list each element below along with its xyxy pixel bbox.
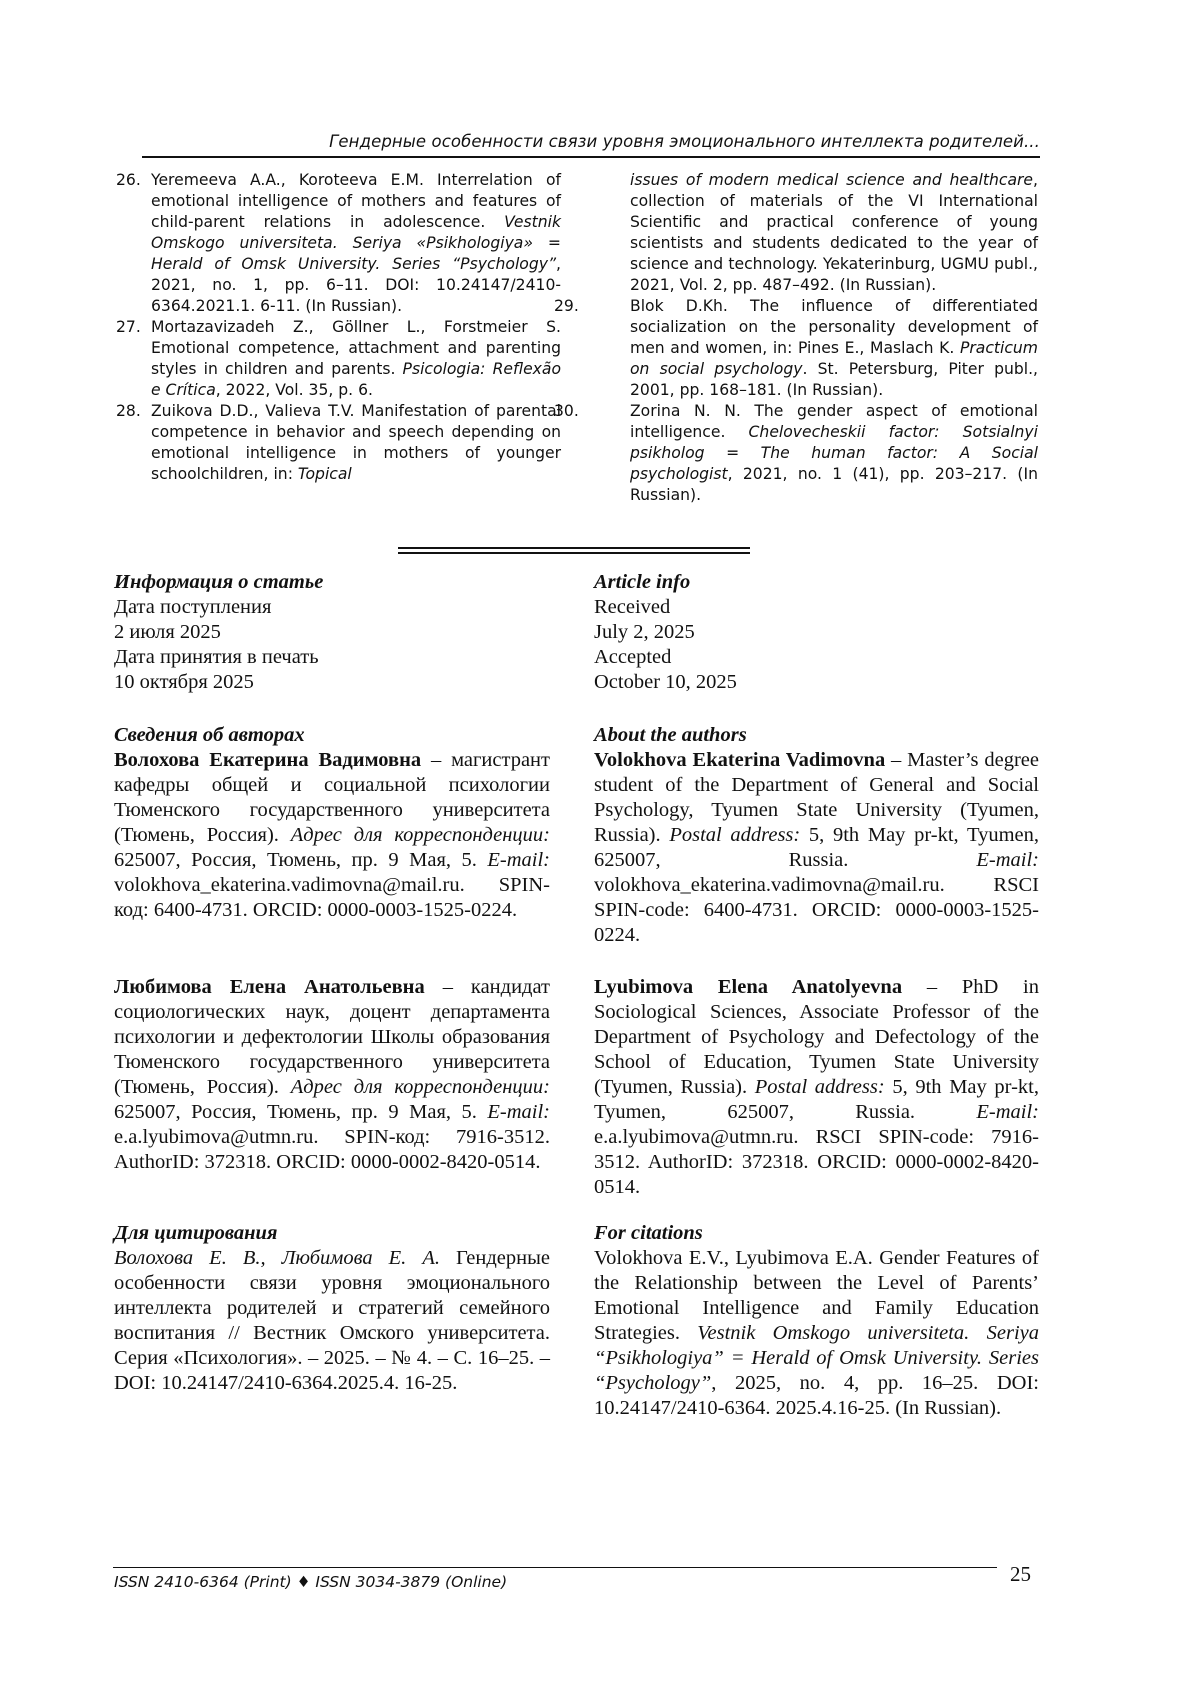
citation-body: Volokhova E.V., Lyubimova E.A. Gender Features of the Relationship between the Level of Parents’ Emotional Intelligence and Family Education Strategies. [594, 1247, 1039, 1344]
reference-number: 26. [116, 171, 141, 189]
references-left-column [116, 170, 561, 485]
author-name: Volokhova Ekaterina Vadimovna [594, 749, 886, 771]
reference-26 [116, 170, 561, 317]
reference-text: Yeremeeva A.A., Koroteeva E.M. Interrelation of emotional intelligence of mothers and features of child-parent relations in adolescence. [151, 171, 561, 231]
postal-address: 625007, Россия, Тюмень, пр. 9 Мая, 5. [114, 1101, 488, 1123]
received-date: 2 июля 2025 [114, 621, 221, 643]
reference-details: , collection of materials of the VI International Scientific and practical conference of young scientists and students dedicated to the year of science and technology. Yekaterinburg, UGMU publ., 2021, Vol. 2, pp. 487–492. (In Russian). [630, 171, 1038, 294]
accepted-label: Accepted [594, 646, 672, 668]
author-bio: – магистрант кафедры общей и социальной психологии Тюменского государственного университета (Тюмень, Россия). [114, 749, 550, 846]
section-separator-top [398, 547, 750, 549]
article-info-en [594, 570, 1039, 1470]
citation-title: Для цитирования [114, 1222, 278, 1244]
author-contacts: e.a.lyubimova@utmn.ru. RSCI SPIN-code: 7916-3512. AuthorID: 372318. ORCID: 0000-0002-8420-0514. [594, 1126, 1039, 1198]
reference-number: 30. [554, 402, 579, 420]
received-date: July 2, 2025 [594, 621, 695, 643]
citation-body: Гендерные особенности связи уровня эмоционального интеллекта родителей и стратегий семейного воспитания // Вестник Омского университета. Серия «Психология». – 2025. – № 4. – С. 16–25. – DOI: 10.24147/2410-6364.2025.4. 16-25. [114, 1247, 550, 1394]
author-bio: – Master’s degree student of the Department of General and Social Psychology, Tyumen State University (Tyumen, Russia). [594, 749, 1039, 846]
postal-address: 5, 9th May pr-kt, Tyumen, 625007, Russia. [594, 1076, 1039, 1123]
header-rule [142, 156, 1040, 158]
email-label: E-mail: [487, 1101, 550, 1123]
footer-issn: ISSN 2410-6364 (Print) ♦ ISSN 3034-3879 (Online) [114, 1573, 508, 1591]
author-bio: – PhD in Sociological Sciences, Associate Professor of the Department of Psychology and Defectology of the School of Education, Tyumen State University (Tyumen, Russia). [594, 976, 1039, 1098]
section-separator-bottom [398, 552, 750, 554]
author-contacts: volokhova_ekaterina.vadimovna@mail.ru. SPIN-код: 6400-4731. ORCID: 0000-0003-1525-0224. [114, 874, 550, 921]
author-1-ru [114, 748, 550, 923]
citation-details: , 2025, no. 4, pp. 16–25. DOI: 10.24147/2410-6364. 2025.4.16-25. (In Russian). [594, 1372, 1039, 1419]
reference-details: , 2021, no. 1 (41), pp. 203–217. (In Russian). [630, 465, 1038, 504]
received-label: Дата поступления [114, 596, 272, 618]
postal-label: Адрес для корреспонденции: [290, 824, 550, 846]
author-2-ru [114, 975, 550, 1175]
reference-28 [116, 401, 561, 485]
authors-en [594, 723, 1039, 948]
article-info-title: Article info [594, 571, 691, 593]
reference-journal: Topical [297, 465, 352, 483]
reference-number: 27. [116, 318, 141, 336]
citation-ru [114, 1221, 550, 1396]
authors-ru [114, 723, 550, 923]
reference-details: , 2022, Vol. 35, p. 6. [215, 381, 373, 399]
author-2-ru-block [114, 975, 550, 1175]
reference-details: . St. Petersburg, Piter publ., 2001, pp. 168–181. (In Russian). [630, 360, 1038, 399]
citation-en [594, 1221, 1039, 1421]
postal-address: 625007, Россия, Тюмень, пр. 9 Мая, 5. [114, 849, 488, 871]
reference-journal: Chelovecheskii factor: Sotsialnyi psikholog = The human factor: A Social psychologist [630, 423, 1038, 483]
authors-title: About the authors [594, 724, 747, 746]
article-info-ru [114, 570, 550, 1470]
author-name: Любимова Елена Анатольевна [114, 976, 425, 998]
citation-title: For citations [594, 1222, 703, 1244]
received-label: Received [594, 596, 671, 618]
reference-journal: Vestnik Omskogo universiteta. Seriya «Psikhologiya» = Herald of Omsk University. Series “Psychology” [151, 213, 561, 273]
postal-label: Адрес для корреспонденции: [290, 1076, 550, 1098]
citation-text [594, 1246, 1039, 1421]
author-contacts: e.a.lyubimova@utmn.ru. SPIN-код: 7916-3512. AuthorID: 372318. ORCID: 0000-0002-8420-0514. [114, 1126, 550, 1173]
citation-journal: Vestnik Omskogo universiteta. Seriya “Psikhologiya” = Herald of Omsk University. Series “Psychology” [594, 1322, 1039, 1394]
author-name: Lyubimova Elena Anatolyevna [594, 976, 903, 998]
reference-29 [554, 296, 1038, 401]
reference-text: Zuikova D.D., Valieva T.V. Manifestation of parental competence in behavior and speech depending on emotional intelligence in mothers of younger schoolchildren, in: [151, 402, 561, 483]
reference-journal: Psicologia: Reflexão e Crítica [151, 360, 561, 399]
article-info-title: Информация о статье [114, 571, 324, 593]
reference-text: Blok D.Kh. The influence of differentiated socialization on the personality development of men and women, in: Pines E., Maslach K. [630, 297, 1038, 357]
author-1-en [594, 748, 1039, 948]
reference-text: Zorina N. N. The gender aspect of emotional intelligence. [630, 402, 1038, 441]
running-title: Гендерные особенности связи уровня эмоционального интеллекта родителей... [329, 132, 1040, 151]
reference-number: 29. [554, 297, 579, 315]
accepted-date: 10 октября 2025 [114, 671, 254, 693]
accepted-label: Дата принятия в печать [114, 646, 319, 668]
citation-authors: Волохова Е. В., Любимова Е. А. [114, 1247, 440, 1269]
email-label: E-mail: [487, 849, 550, 871]
author-2-en [594, 975, 1039, 1200]
reference-text: Mortazavizadeh Z., Göllner L., Forstmeier S. Emotional competence, attachment and parenting styles in children and parents. [151, 318, 561, 378]
postal-label: Postal address: [754, 1076, 885, 1098]
email-label: E-mail: [976, 849, 1039, 871]
article-dates-ru [114, 570, 550, 695]
author-contacts: volokhova_ekaterina.vadimovna@mail.ru. RSCI SPIN-code: 6400-4731. ORCID: 0000-0003-1525-0224. [594, 874, 1039, 946]
reference-journal: Practicum on social psychology [630, 339, 1038, 378]
accepted-date: October 10, 2025 [594, 671, 737, 693]
page-number: 25 [1010, 1562, 1031, 1586]
author-name: Волохова Екатерина Вадимовна [114, 749, 422, 771]
citation-text [114, 1246, 550, 1396]
footer-rule [113, 1567, 997, 1568]
author-bio: – кандидат социологических наук, доцент департамента психологии и дефектологии Школы образования Тюменского государственного университета (Тюмень, Россия). [114, 976, 551, 1098]
reference-details: , 2021, no. 1, pp. 6–11. DOI: 10.24147/2410-6364.2021.1. 6-11. (In Russian). [151, 255, 561, 315]
email-label: E-mail: [976, 1101, 1039, 1123]
author-2-en-block [594, 975, 1039, 1200]
reference-number: 28. [116, 402, 141, 420]
reference-27 [116, 317, 561, 401]
reference-journal: issues of modern medical science and healthcare [630, 171, 1034, 189]
postal-address: 5, 9th May pr-kt, Tyumen, 625007, Russia. [594, 824, 1039, 871]
article-dates-en [594, 570, 1039, 695]
references-right-column [554, 170, 1038, 506]
reference-30 [554, 401, 1038, 506]
authors-title: Сведения об авторах [114, 724, 305, 746]
reference-28-continued [592, 170, 1038, 296]
postal-label: Postal address: [669, 824, 801, 846]
